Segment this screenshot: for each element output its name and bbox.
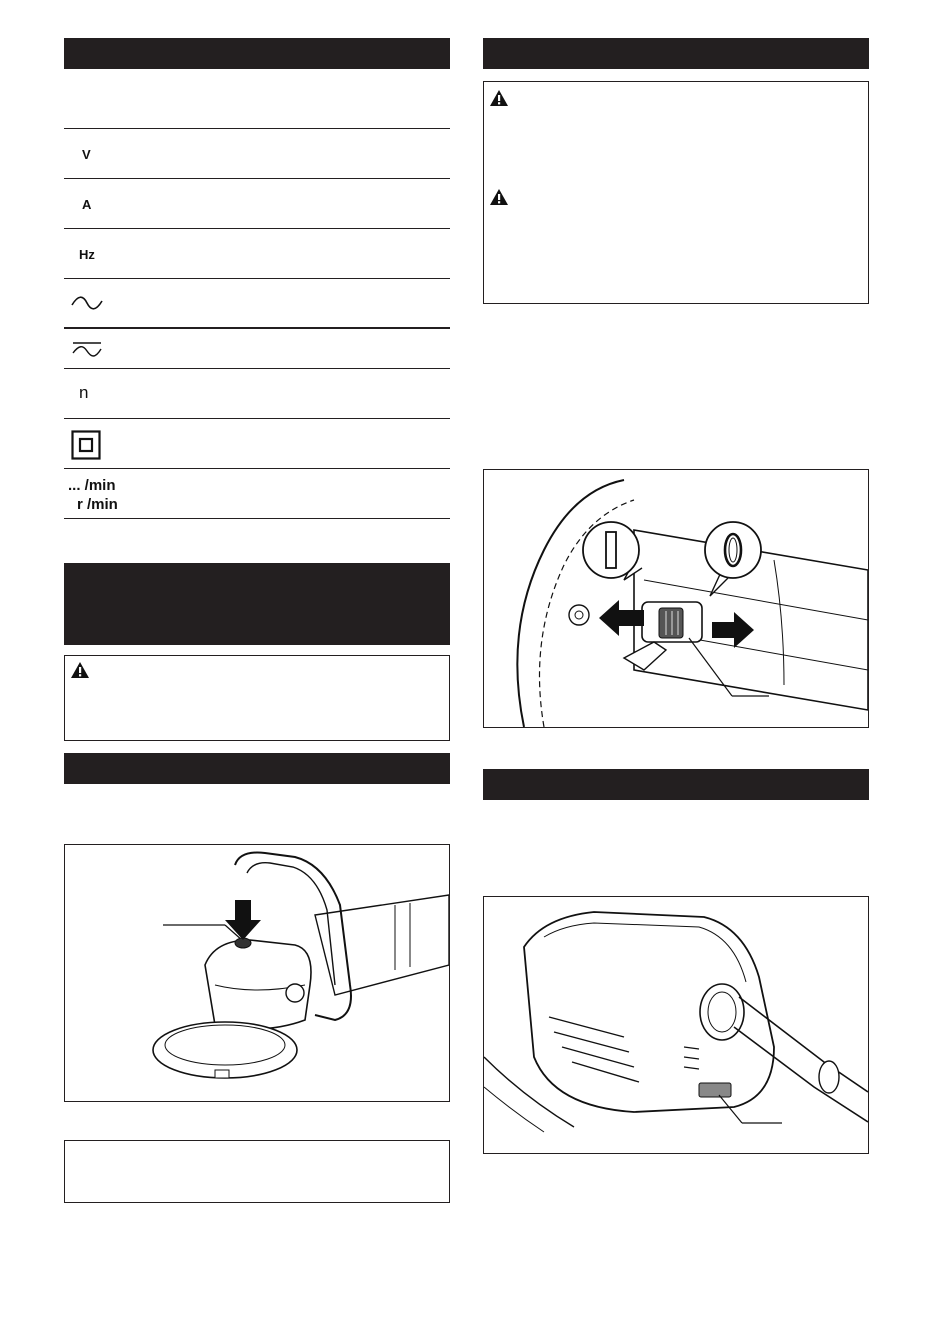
warning-box [64,655,450,741]
warning-triangle-icon [489,89,509,107]
switch-action-figure [483,469,869,728]
warning-triangle-icon [70,661,90,679]
rated-speed-symbol: n [79,383,89,402]
symbol-table-rule [64,468,450,469]
rpm-symbol-line-1: ... /min [68,477,116,494]
arrow-icon [225,900,261,940]
symbol-table-rule [64,228,450,229]
class-ii-construction-icon [71,430,101,460]
functional-description-header [483,38,869,69]
symbol-table-rule [64,518,450,519]
symbol-table-rule [64,418,450,419]
note-box [64,1140,450,1203]
indicator-lamp-figure [483,896,869,1154]
symbol-table-rule [64,178,450,179]
symbol-table-rule [64,368,450,369]
hertz-symbol: Hz [79,247,95,262]
safety-section-header [64,563,450,645]
warning-triangle-icon [489,188,509,206]
symbol-table-rule [64,128,450,129]
amperes-symbol: A [82,197,92,212]
ac-dc-icon [70,340,104,360]
alternating-current-icon [70,294,104,312]
volts-symbol: V [82,147,91,162]
symbol-table-rule [64,278,450,279]
symbol-table-rule [64,327,450,329]
caution-box [483,81,869,304]
indicator-lamp-section-header [483,769,869,800]
symbols-section-header [64,38,450,69]
shaft-lock-figure [64,844,450,1102]
shaft-lock-section-header [64,753,450,784]
rpm-symbol-line-2: r /min [77,496,118,513]
